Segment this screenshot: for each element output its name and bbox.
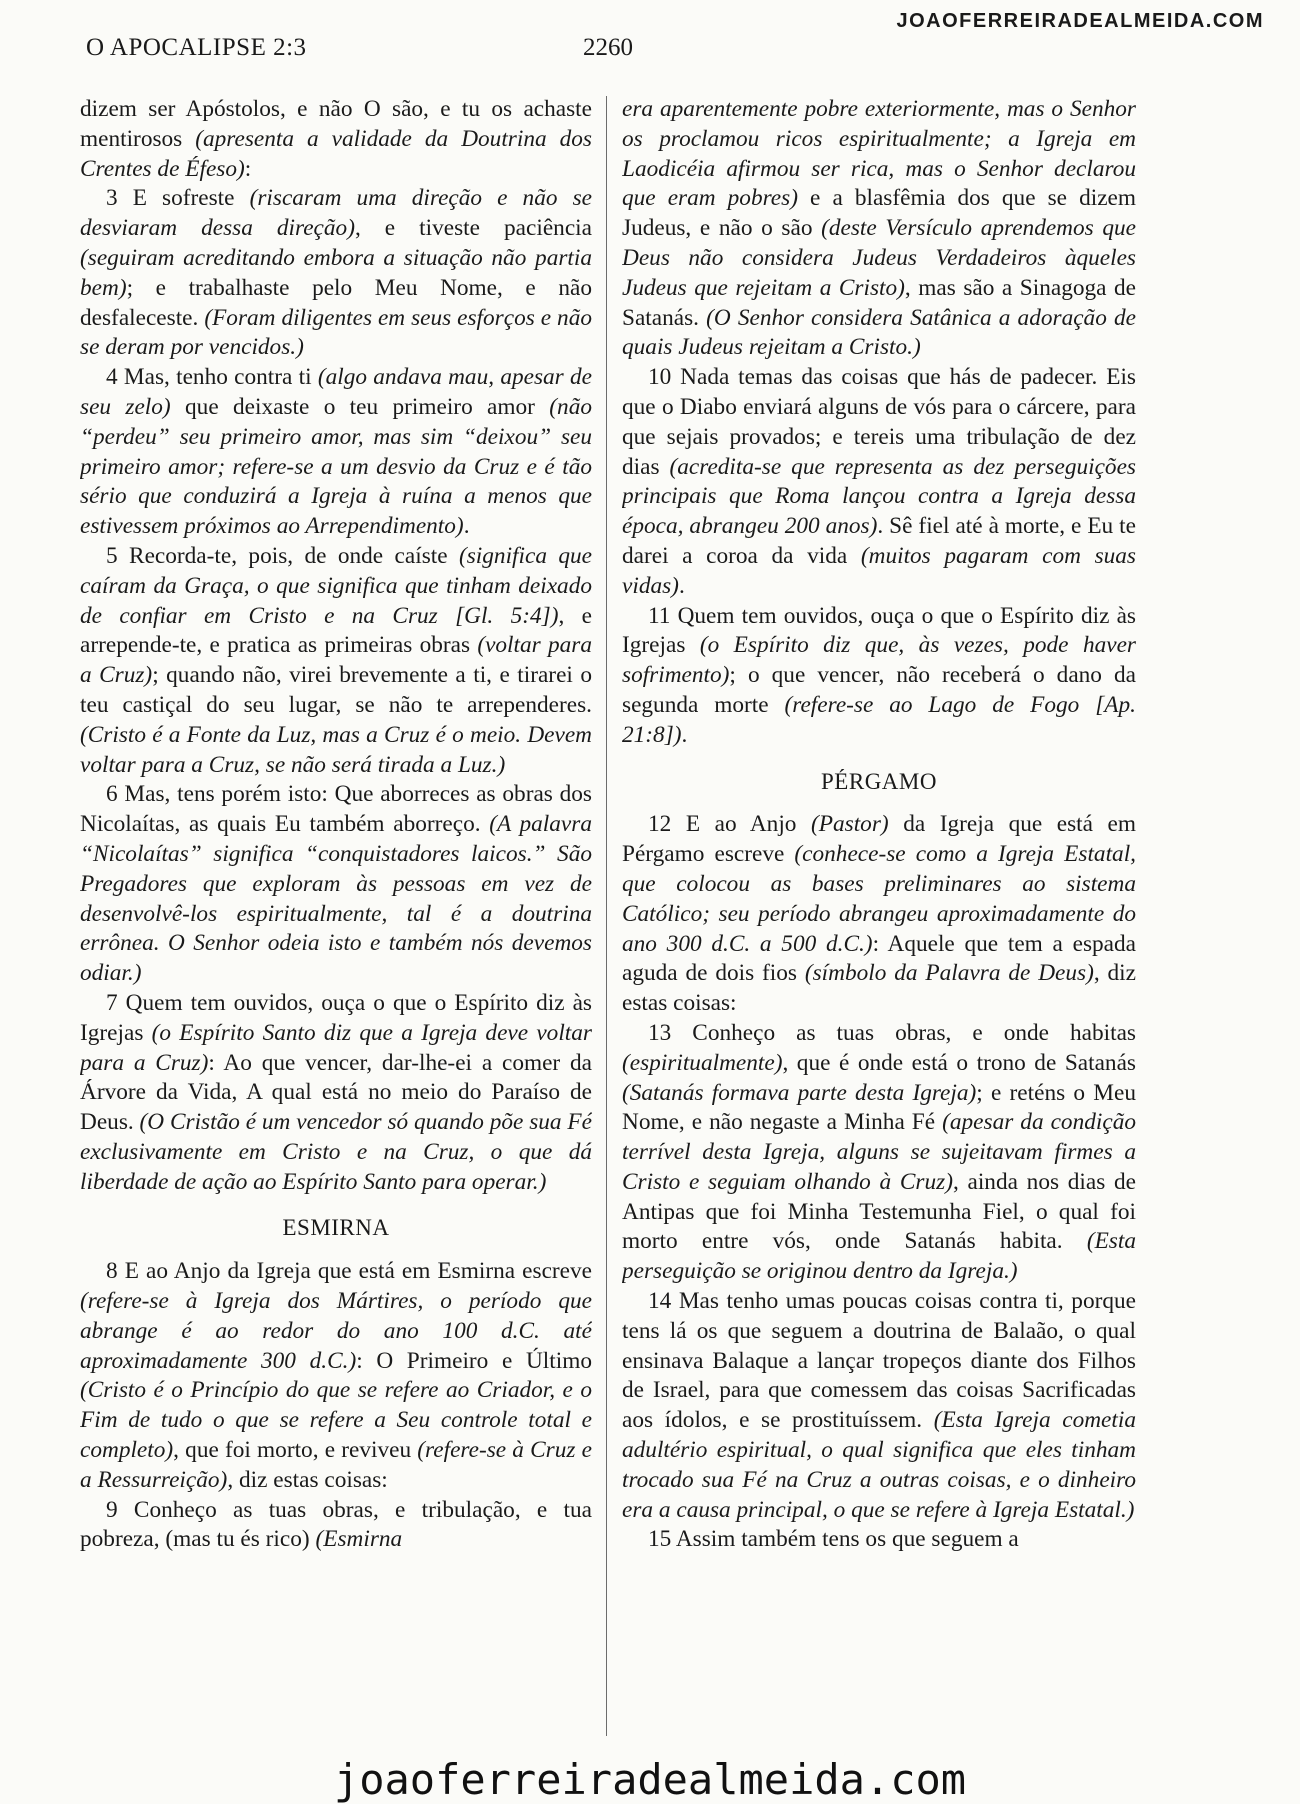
- verse-12: 12 E ao Anjo (Pastor) da Igreja que está em Pérgamo escreve (conhece-se como a Igreja Estatal, que colocou as bases preliminares ao sistema Católico; seu período abrangeu aproximadamente do ano 300 d.C. a 500 d.C.): Aquele que tem a espada aguda de dois fios (símbolo da Palavra de Deus), diz estas coisas:: [622, 811, 1136, 1017]
- page-number: 2260: [583, 34, 633, 61]
- verse-9: 9 Conheço as tuas obras, e tribulação, e tua pobreza, (mas tu és rico) (Esmirna: [80, 1496, 592, 1553]
- section-heading-pergamo: PÉRGAMO: [821, 768, 937, 794]
- verse-4: 4 Mas, tenho contra ti (algo andava mau, apesar de seu zelo) que deixaste o teu primeiro amor (não “perdeu” seu primeiro amor, mas sim “deixou” seu primeiro amor; refere-se a um desvio da Cruz e é tão sério que conduzirá a Igreja à ruína a menos que estivessem próximos ao Arrependimento).: [80, 364, 592, 540]
- column-divider: [606, 96, 607, 1736]
- verse-14: 14 Mas tenho umas poucas coisas contra ti, porque tens lá os que seguem a doutrina de Balaão, o qual ensinava Balaque a lançar tropeços diante dos Filhos de Israel, para que comessem das coisas Sacrificadas aos ídolos, e se prostituíssem. (Esta Igreja cometia adultério espiritual, o qual significa que eles tinham trocado sua Fé na Cruz a outras coisas, e o dinheiro era a causa principal, o que se refere à Igreja Estatal.): [622, 1288, 1136, 1523]
- paragraph-continued: dizem ser Apóstolos, e não O são, e tu os achaste mentirosos (apresenta a validade da Doutrina dos Crentes de Éfeso):: [80, 96, 592, 182]
- right-column: [622, 95, 1136, 1750]
- verse-13: 13 Conheço as tuas obras, e onde habitas (espiritualmente), que é onde está o trono de Satanás (Satanás formava parte desta Igreja); e reténs o Meu Nome, e não negaste a Minha Fé (apesar da condição terrível desta Igreja, alguns se sujeitavam firmes a Cristo e seguiam olhando à Cruz), ainda nos dias de Antipas que foi Minha Testemunha Fiel, o qual foi morto entre vós, onde Satanás habita. (Esta perseguição se originou dentro da Igreja.): [622, 1019, 1136, 1285]
- verse-7: 7 Quem tem ouvidos, ouça o que o Espírito diz às Igrejas (o Espírito Santo diz que a Igreja deve voltar para a Cruz): Ao que vencer, dar-lhe-ei a comer da Árvore da Vida, A qual está no meio do Paraíso de Deus. (O Cristão é um vencedor só quando põe sua Fé exclusivamente em Cristo e na Cruz, o que dá liberdade de ação ao Espírito Santo para operar.): [80, 989, 592, 1195]
- verse-6: 6 Mas, tens porém isto: Que aborreces as obras dos Nicolaítas, as quais Eu também aborreço. (A palavra “Nicolaítas” significa “conquistadores laicos.” São Pregadores que exploram às pessoas em vez de desenvolvê-los espiritualmente, tal é a doutrina errônea. O Senhor odeia isto e também nós devemos odiar.): [80, 781, 592, 987]
- verse-5: 5 Recorda-te, pois, de onde caíste (significa que caíram da Graça, o que significa que tinham deixado de confiar em Cristo e na Cruz [Gl. 5:4]), e arrepende-te, e pratica as primeiras obras (voltar para a Cruz); quando não, virei brevemente a ti, e tirarei o teu castiçal do seu lugar, se não te arrependeres. (Cristo é a Fonte da Luz, mas a Cruz é o meio. Devem voltar para a Cruz, se não será tirada a Luz.): [80, 542, 592, 778]
- running-head: O APOCALIPSE 2:3: [86, 34, 307, 61]
- page-header: [0, 0, 1300, 70]
- verse-10: 10 Nada temas das coisas que hás de padecer. Eis que o Diabo enviará alguns de vós para o cárcere, para que sejais provados; e tereis uma tribulação de dez dias (acredita-se que representa as dez perseguições principais que Roma lançou contra a Igreja dessa época, abrangeu 200 anos). Sê fiel até à morte, e Eu te darei a coroa da vida (muitos pagaram com suas vidas).: [622, 364, 1136, 599]
- verse-15: 15 Assim também tens os que seguem a: [648, 1526, 1019, 1553]
- verse-8: 8 E ao Anjo da Igreja que está em Esmirna escreve (refere-se à Igreja dos Mártires, o período que abrange é ao redor do ano 100 d.C. até aproximadamente 300 d.C.): O Primeiro e Último (Cristo é o Princípio do que se refere ao Criador, e o Fim de tudo o que se refere a Seu controle total e completo), que foi morto, e reviveu (refere-se à Cruz e a Ressurreição), diz estas coisas:: [80, 1258, 592, 1493]
- site-tag: JOAOFERREIRADEALMEIDA.COM: [896, 10, 1264, 32]
- section-heading-esmirna: ESMIRNA: [282, 1215, 390, 1241]
- paragraph-continued: era aparentemente pobre exteriormente, mas o Senhor os proclamou ricos espiritualmente; a Igreja em Laodicéia afirmou ser rica, mas o Senhor declarou que eram pobres) e a blasfêmia dos que se dizem Judeus, e não o são (deste Versículo aprendemos que Deus não considera Judeus Verdadeiros àqueles Judeus que rejeitam a Cristo), mas são a Sinagoga de Satanás. (O Senhor considera Satânica a adoração de quais Judeus rejeitam a Cristo.): [622, 96, 1136, 361]
- watermark-site: joaoferreiradealmeida.com: [333, 1755, 967, 1804]
- verse-3: 3 E sofreste (riscaram uma direção e não se desviaram dessa direção), e tiveste paciência (seguiram acreditando embora a situação não partia bem); e trabalhaste pelo Meu Nome, e não desfaleceste. (Foram diligentes em seus esforços e não se deram por vencidos.): [80, 185, 592, 361]
- left-column: [80, 95, 592, 1750]
- verse-11: 11 Quem tem ouvidos, ouça o que o Espírito diz às Igrejas (o Espírito diz que, às vezes, pode haver sofrimento); o que vencer, não receberá o dano da segunda morte (refere-se ao Lago de Fogo [Ap. 21:8]).: [622, 602, 1136, 748]
